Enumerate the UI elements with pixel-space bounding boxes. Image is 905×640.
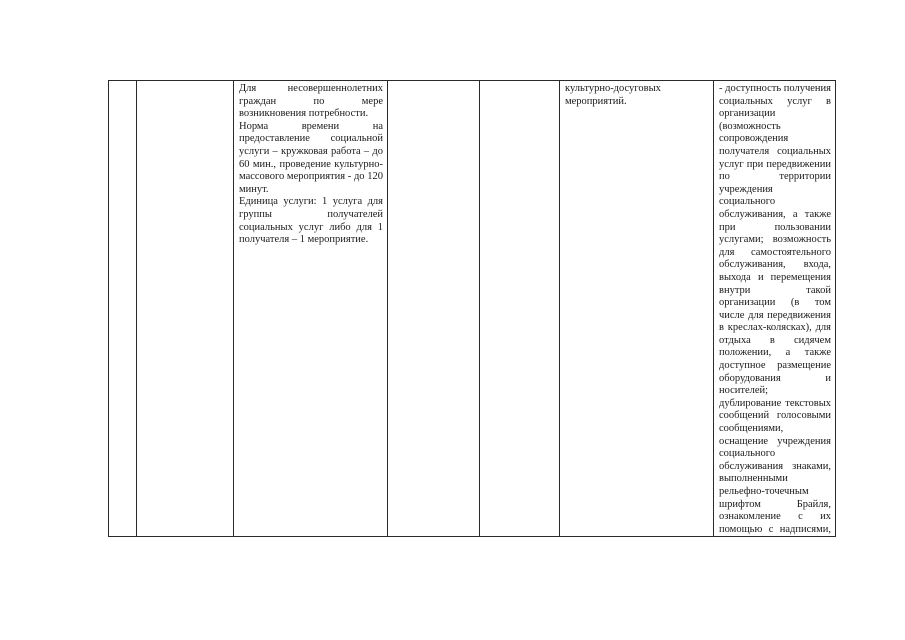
cell-col5 [480,81,560,537]
events-text: культурно-досуговых мероприятий. [565,83,661,107]
accessibility-line: выполненными [719,473,788,485]
accessibility-line: организации (в том [719,297,831,309]
accessibility-line: выхода и перемещения [719,271,831,283]
accessibility-line: оснащение учреждения [719,435,831,447]
accessibility-line: организации [719,108,776,120]
accessibility-line: рельефно-точечным [719,486,809,497]
accessibility-line: социального [719,448,776,460]
table-row [109,81,836,537]
conditions-paragraph-2: Норма времени на предоставление социальной услуги – кружковая работа – до 60 мин., проведение культурно-массового мероприятия - до 120 минут. [239,120,383,195]
accessibility-line: внутри такой [719,284,831,296]
accessibility-line: получателя социальных [719,145,831,157]
cell-col2 [137,81,234,537]
accessibility-text [719,83,831,536]
accessibility-line: сообщениями, [719,423,784,435]
accessibility-line: оборудования и [719,372,831,384]
accessibility-line: сообщений голосовыми [719,410,831,422]
accessibility-line: социальных услуг в [719,95,831,107]
accessibility-line: обслуживания, а также [719,208,831,220]
accessibility-line: социального [719,196,776,208]
accessibility-line: положении, а также [719,347,831,359]
cell-col6-events [560,81,714,537]
accessibility-line: учреждения [719,183,773,195]
accessibility-line: услуг при передвижении [719,158,831,170]
accessibility-line: доступное размещение [719,360,831,372]
accessibility-line: сопровождения [719,133,789,145]
accessibility-line: шрифтом Брайля, [719,498,831,510]
accessibility-line: носителей; [719,385,769,397]
accessibility-line: обслуживания знаками, [719,460,831,472]
accessibility-line: - доступность получения [719,83,831,94]
accessibility-line: услугами; возможность [719,234,831,246]
conditions-paragraph-3: Единица услуги: 1 услуга для группы получателей социальных услуг либо для 1 получателя – 1 мероприятие. [239,196,383,246]
cell-col7-accessibility [714,81,836,537]
accessibility-line: дублирование текстовых [719,397,831,409]
accessibility-line: (возможность [719,120,781,132]
accessibility-line: обслуживания, входа, [719,259,831,271]
accessibility-line: в креслах-колясках), для [719,322,831,334]
accessibility-line: по территории [719,171,831,183]
accessibility-line: для самостоятельного [719,246,831,258]
accessibility-line: числе для передвижения [719,309,831,321]
conditions-paragraph-1: Для несовершеннолетних граждан по мере возникновения потребности. [239,83,383,120]
accessibility-line: при пользовании [719,221,831,233]
accessibility-line: отдыха в сидячем [719,334,831,346]
accessibility-line: ознакомление с их [719,511,831,523]
cell-col3-conditions [234,81,388,537]
cell-col4 [388,81,480,537]
services-table [108,80,836,537]
cell-col1 [109,81,137,537]
accessibility-line: помощью с надписями, [719,523,831,535]
